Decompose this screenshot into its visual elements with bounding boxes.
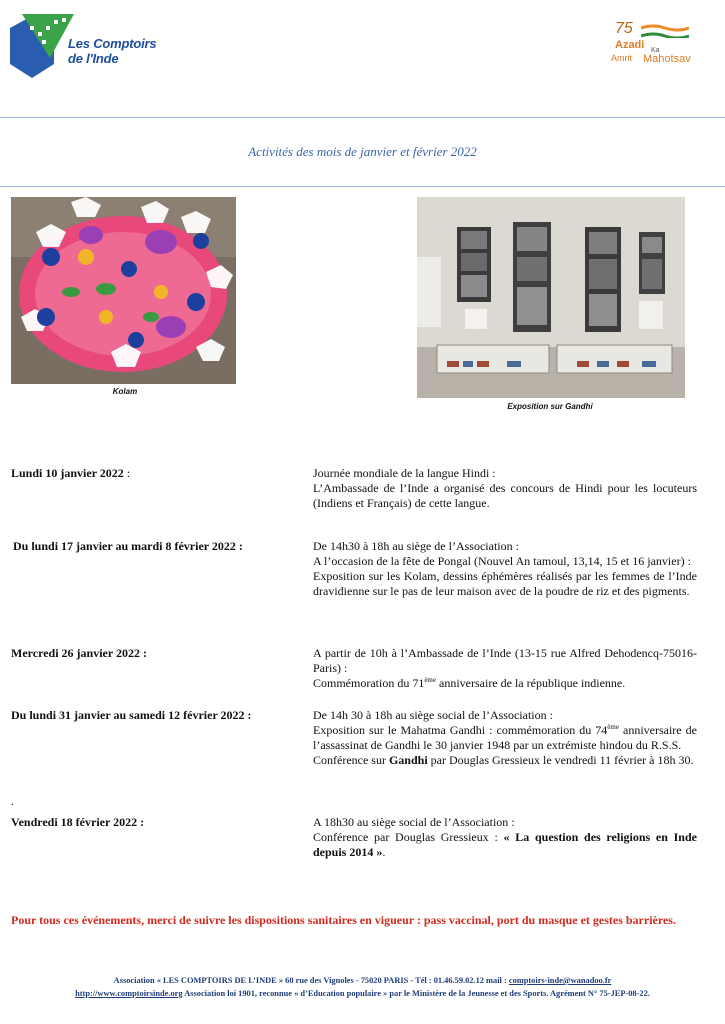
event-line: Exposition sur le Mahatma Gandhi : commémoration du 74ème anniversaire de l’assassinat de Gandhi le 30 janvier 1948 par un extrémiste hindou du R.S.S. (313, 723, 697, 752)
kolam-caption: Kolam (112, 387, 138, 396)
indian-flag-wave-icon (641, 24, 689, 38)
footer-line-2: http://www.comptoirsinde.org Association loi 1901, reconnue « d’Education populaire » par le Ministère de la Jeunesse et des Sports. Agrément N° 75-JEP-08-22. (75, 989, 650, 998)
event-line: De 14h30 à 18h au siège de l’Association : (313, 539, 519, 553)
logo-amrit: Amrit (611, 53, 632, 63)
gandhi-exhibition-photo (417, 197, 685, 398)
comptoirs-emblem-icon (10, 12, 76, 80)
event-description (313, 466, 697, 511)
footer (0, 974, 725, 1000)
stray-dot: . (11, 796, 14, 808)
footer-line-1: Association « LES COMPTOIRS DE L’INDE » 60 rue des Vignoles - 75020 PARIS - Tél : 01.46.59.02.12 mail : comptoirs-inde@wanadoo.fr (113, 976, 612, 985)
event-line: Conférence par Douglas Gressieux : « La question des religions en Inde depuis 2014 ». (313, 830, 697, 859)
event-line: Conférence sur Gandhi par Douglas Gressieux le vendredi 11 février à 18h 30. (313, 753, 694, 767)
event-date: Vendredi 18 février 2022 : (11, 815, 145, 829)
event-line: Journée mondiale de la langue Hindi : (313, 466, 496, 480)
header-divider (0, 117, 725, 118)
event-date: Lundi 10 janvier 2022 : (11, 466, 131, 480)
event-line: A l’occasion de la fête de Pongal (Nouvel An tamoul, 13,14, 15 et 16 janvier) : (313, 554, 691, 568)
sanitary-notice: Pour tous ces événements, merci de suivre les dispositions sanitaires en vigueur : pass vaccinal, port du masque et gestes barrières. (11, 913, 676, 927)
event-description (313, 815, 697, 860)
logo-mahotsav: Mahotsav (643, 53, 691, 65)
event-date: Mercredi 26 janvier 2022 : (11, 646, 147, 660)
logo-line-1: Les Comptoirs (68, 36, 157, 51)
event-date: Du lundi 31 janvier au samedi 12 février 2022 : (11, 708, 252, 722)
event-line: L’Ambassade de l’Inde a organisé des concours de Hindi pour les locuteurs (Indiens et Français) de cette langue. (313, 481, 697, 510)
event-description (313, 708, 697, 768)
event-line: Commémoration du 71ème anniversaire de la république indienne. (313, 676, 626, 690)
event-description (313, 539, 697, 599)
gandhi-exhibition-caption: Exposition sur Gandhi (507, 402, 593, 411)
logo-ka: Ka (651, 47, 660, 54)
event-description (313, 646, 697, 691)
event-line: A 18h30 au siège social de l’Association : (313, 815, 515, 829)
event-line: A partir de 10h à l’Ambassade de l’Inde (13-15 rue Alfred Dehodencq-75016-Paris) : (313, 646, 697, 675)
title-divider (0, 186, 725, 187)
kolam-photo (11, 197, 236, 384)
event-line: Exposition sur les Kolam, dessins éphémères réalisés par les femmes de l’Inde dravidienne sur le pas de leur maison avec de la poudre de riz et des pigments. (313, 569, 697, 598)
logo-azadi: Azadi (615, 39, 645, 51)
event-date: Du lundi 17 janvier au mardi 8 février 2022 : (13, 539, 243, 553)
logo-line-2: de l'Inde (68, 51, 119, 66)
comptoirs-logo (10, 12, 160, 80)
page-title: Activités des mois de janvier et février 2022 (248, 144, 477, 159)
email-link[interactable]: comptoirs-inde@wanadoo.fr (508, 976, 612, 985)
azadi-ka-amrit-mahotsav-logo (605, 18, 715, 70)
event-line: De 14h 30 à 18h au siège social de l’Association : (313, 708, 553, 722)
logo-75: 75 (615, 20, 633, 37)
event-date-text: Lundi 10 janvier 2022 (11, 466, 124, 480)
website-link[interactable]: http://www.comptoirsinde.org (75, 989, 183, 998)
